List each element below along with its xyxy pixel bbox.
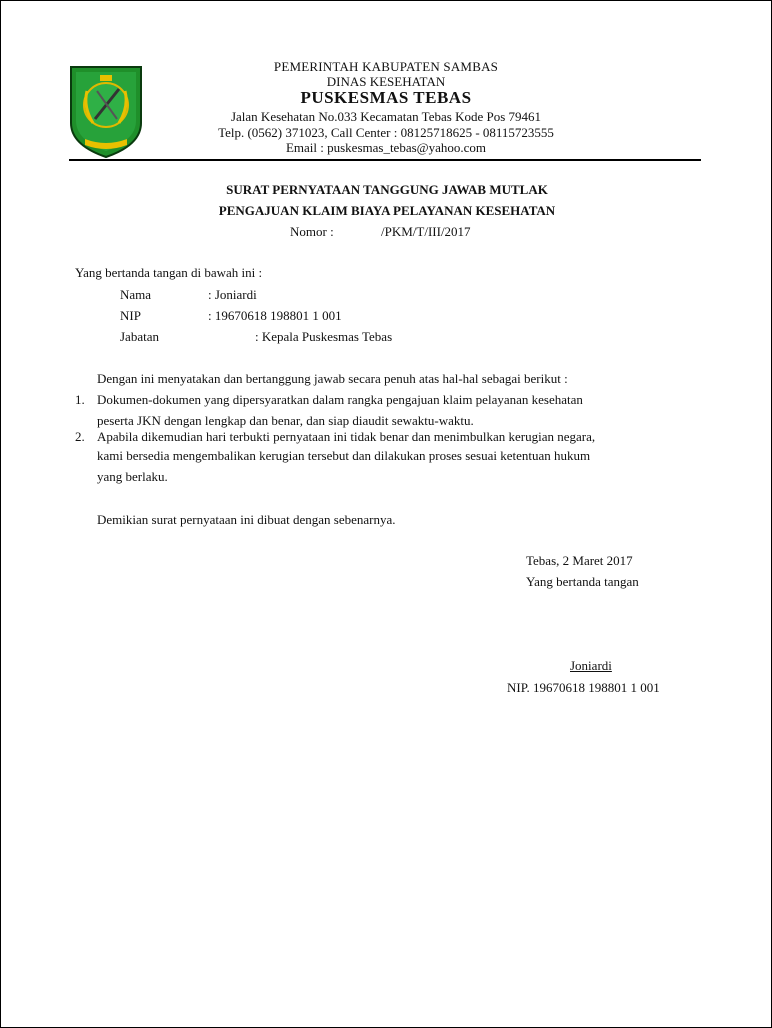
statement-text: Dengan ini menyatakan dan bertanggung jawab secara penuh atas hal-hal sebagai berikut : bbox=[97, 371, 568, 386]
letterhead-institution: PUSKESMAS TEBAS bbox=[300, 88, 472, 107]
list-item-line: peserta JKN dengan lengkap dan benar, dan siap diaudit sewaktu-waktu. bbox=[97, 413, 474, 428]
closing-text: Demikian surat pernyataan ini dibuat dengan sebenarnya. bbox=[97, 512, 396, 527]
sambas-emblem-icon bbox=[65, 61, 147, 161]
signature-role: Yang bertanda tangan bbox=[526, 574, 639, 589]
signature-name: Joniardi bbox=[570, 658, 612, 673]
field-label-nip: NIP bbox=[120, 308, 141, 323]
intro-text: Yang bertanda tangan di bawah ini : bbox=[75, 265, 263, 280]
nomor-value: /PKM/T/III/2017 bbox=[381, 224, 471, 239]
list-item-number: 1. bbox=[75, 392, 85, 407]
letterhead-email: Email : puskesmas_tebas@yahoo.com bbox=[285, 140, 487, 155]
list-item-line: kami bersedia mengembalikan kerugian tersebut dan dilakukan proses sesuai ketentuan hukum bbox=[97, 448, 591, 463]
letterhead-department: DINAS KESEHATAN bbox=[326, 74, 446, 89]
letter-subtitle: PENGAJUAN KLAIM BIAYA PELAYANAN KESEHATAN bbox=[218, 203, 556, 218]
field-value-nip: : 19670618 198801 1 001 bbox=[208, 308, 342, 323]
list-item-line: yang berlaku. bbox=[97, 469, 168, 484]
field-label-nama: Nama bbox=[120, 287, 152, 302]
regency-logo bbox=[65, 61, 147, 161]
letterhead-address: Jalan Kesehatan No.033 Kecamatan Tebas Kode Pos 79461 bbox=[230, 109, 542, 124]
field-label-jabatan: Jabatan bbox=[120, 329, 159, 344]
letterhead-government: PEMERINTAH KABUPATEN SAMBAS bbox=[273, 59, 499, 74]
letterhead-divider bbox=[69, 159, 701, 161]
letter-title: SURAT PERNYATAAN TANGGUNG JAWAB MUTLAK bbox=[226, 182, 548, 197]
signature-place-date: Tebas, 2 Maret 2017 bbox=[526, 553, 633, 568]
nomor-label: Nomor : bbox=[290, 224, 334, 239]
letterhead-phone: Telp. (0562) 371023, Call Center : 08125718625 - 08115723555 bbox=[218, 125, 554, 140]
field-value-nama: : Joniardi bbox=[208, 287, 257, 302]
list-item-line: Apabila dikemudian hari terbukti pernyataan ini tidak benar dan menimbulkan kerugian negara, bbox=[97, 429, 596, 444]
signature-nip: NIP. 19670618 198801 1 001 bbox=[507, 680, 660, 695]
list-item-line: Dokumen-dokumen yang dipersyaratkan dalam rangka pengajuan klaim pelayanan kesehatan bbox=[97, 392, 583, 407]
list-item-number: 2. bbox=[75, 429, 85, 444]
field-value-jabatan: : Kepala Puskesmas Tebas bbox=[255, 329, 393, 344]
